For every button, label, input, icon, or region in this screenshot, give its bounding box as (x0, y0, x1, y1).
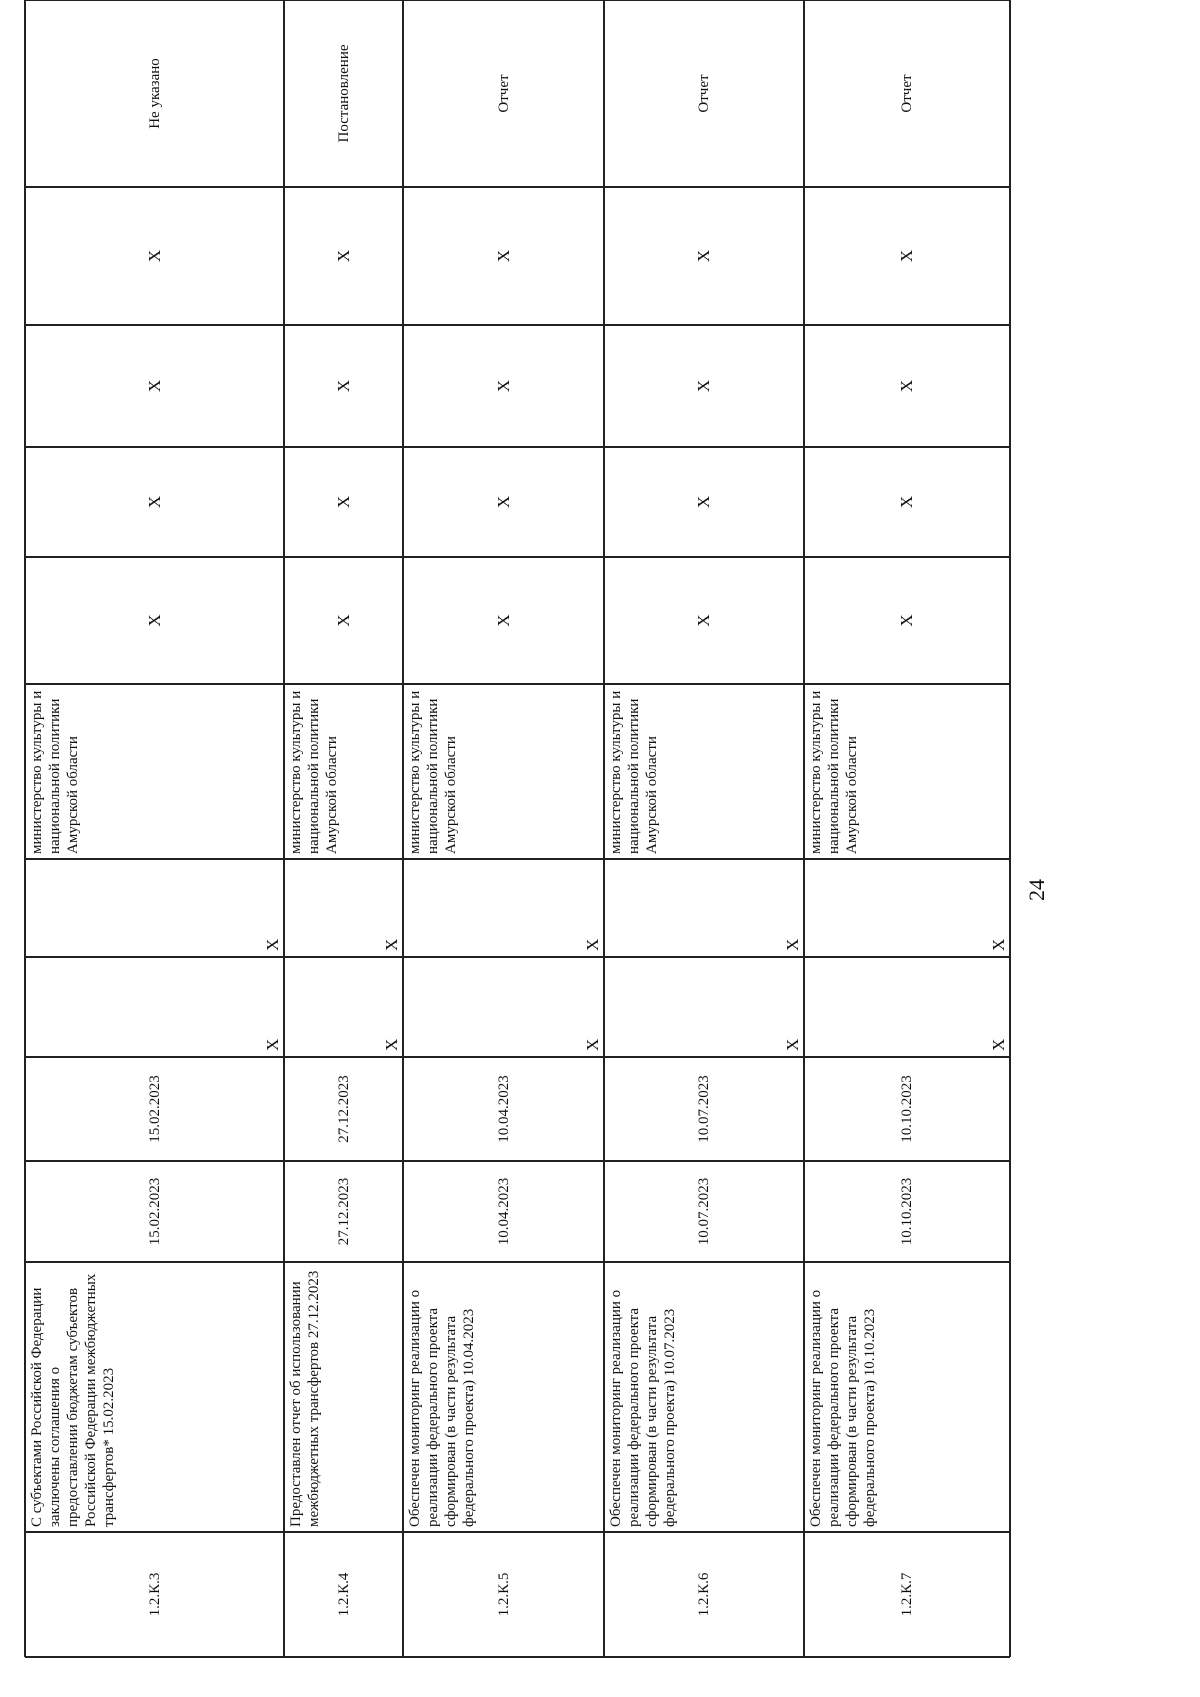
col-x1-cell (284, 957, 403, 1057)
start-date: 10.07.2023 (696, 1177, 712, 1246)
column-divider (25, 186, 1010, 188)
document-type: Отчет (696, 74, 712, 113)
mark-2-cell (804, 447, 1010, 557)
mark-4: Х (144, 249, 164, 263)
col-x2: Х (583, 938, 602, 951)
mark-3: Х (694, 379, 713, 393)
mark-4: Х (493, 249, 513, 263)
mark-4: Х (694, 249, 713, 263)
mark-3: Х (897, 379, 916, 393)
row-divider (803, 0, 805, 1657)
row-id-cell (804, 1532, 1010, 1657)
mark-2: Х (897, 495, 916, 509)
column-divider (25, 1656, 1010, 1658)
end-date: 10.04.2023 (495, 1075, 512, 1143)
responsible-org-cell (25, 684, 284, 859)
col-x2: Х (263, 938, 282, 951)
row-description: Обеспечен мониторинг реализации о реализации федерального проекта сформирован (в части результата федерального проекта) 10.04.2023 (407, 1289, 477, 1527)
end-date: 10.07.2023 (696, 1075, 712, 1143)
document-type-cell (25, 0, 284, 187)
mark-3-cell (403, 325, 604, 447)
document-type: Отчет (899, 74, 915, 113)
mark-4: Х (333, 249, 353, 263)
mark-1: Х (333, 614, 353, 627)
col-x2: Х (783, 938, 802, 951)
mark-1: Х (493, 614, 513, 627)
col-x1-cell (25, 957, 284, 1057)
row-description: Обеспечен мониторинг реализации о реализации федерального проекта сформирован (в части результата федерального проекта) 10.10.2023 (808, 1289, 878, 1527)
mark-4-cell (25, 187, 284, 325)
col-x2-cell (284, 859, 403, 957)
row-id: 1.2.К.6 (696, 1572, 712, 1617)
responsible-org-cell (284, 684, 403, 859)
col-x2-cell (604, 859, 804, 957)
mark-1-cell (25, 557, 284, 684)
column-divider (25, 683, 1010, 685)
col-x1: Х (989, 1038, 1008, 1051)
table-row (604, 0, 804, 1697)
col-x1-cell (804, 957, 1010, 1057)
table-row (25, 0, 284, 1697)
mark-1: Х (694, 614, 713, 627)
start-date: 27.12.2023 (335, 1177, 352, 1246)
table-row (403, 0, 604, 1697)
start-date-cell (25, 1161, 284, 1262)
row-id: 1.2.К.3 (146, 1572, 163, 1617)
row-id-cell (25, 1532, 284, 1657)
responsible-org-cell (804, 684, 1010, 859)
end-date-cell (403, 1057, 604, 1161)
start-date-cell (804, 1161, 1010, 1262)
responsible-org: министерство культуры и национальной политики Амурской области (407, 690, 459, 854)
mark-2-cell (284, 447, 403, 557)
mark-4-cell (804, 187, 1010, 325)
row-divider (402, 0, 404, 1657)
responsible-org: министерство культуры и национальной политики Амурской области (608, 690, 660, 854)
column-divider (25, 446, 1010, 448)
column-divider (25, 0, 1010, 1)
row-description: Обеспечен мониторинг реализации о реализации федерального проекта сформирован (в части результата федерального проекта) 10.07.2023 (608, 1289, 678, 1527)
col-x1-cell (604, 957, 804, 1057)
row-id: 1.2.К.4 (335, 1572, 352, 1617)
mark-4-cell (284, 187, 403, 325)
mark-2: Х (333, 495, 353, 509)
column-divider (25, 1160, 1010, 1162)
mark-1-cell (403, 557, 604, 684)
responsible-org-cell (604, 684, 804, 859)
end-date-cell (25, 1057, 284, 1161)
row-description-cell (25, 1262, 284, 1532)
mark-2: Х (694, 495, 713, 509)
mark-3-cell (804, 325, 1010, 447)
document-type: Отчет (495, 74, 512, 113)
row-description-cell (804, 1262, 1010, 1532)
mark-3: Х (144, 379, 164, 393)
start-date: 15.02.2023 (146, 1177, 163, 1246)
table-row (804, 0, 1010, 1697)
mark-4-cell (403, 187, 604, 325)
start-date-cell (604, 1161, 804, 1262)
document-type: Постановление (335, 44, 352, 143)
mark-1: Х (897, 614, 916, 627)
mark-3-cell (604, 325, 804, 447)
row-divider (603, 0, 605, 1657)
column-divider (25, 858, 1010, 860)
mark-4: Х (897, 249, 916, 263)
row-description: С субъектами Российской Федерации заключены соглашения о предоставлении бюджетам субъектов Российской Федерации межбюджетных трансфертов* 15.02.2023 (29, 1273, 117, 1527)
responsible-org-cell (403, 684, 604, 859)
mark-2-cell (25, 447, 284, 557)
col-x2: Х (989, 938, 1008, 951)
mark-2-cell (604, 447, 804, 557)
mark-1-cell (804, 557, 1010, 684)
end-date: 15.02.2023 (146, 1075, 163, 1143)
document-type: Не указано (146, 58, 163, 129)
end-date-cell (804, 1057, 1010, 1161)
column-divider (25, 1056, 1010, 1058)
responsible-org: министерство культуры и национальной политики Амурской области (288, 690, 340, 854)
mark-2: Х (144, 495, 164, 509)
start-date: 10.04.2023 (495, 1177, 512, 1246)
col-x1: Х (382, 1038, 401, 1051)
end-date: 10.10.2023 (899, 1075, 915, 1143)
mark-1: Х (144, 614, 164, 627)
row-id: 1.2.К.5 (495, 1572, 512, 1617)
row-id-cell (604, 1532, 804, 1657)
column-divider (25, 324, 1010, 326)
start-date: 10.10.2023 (899, 1177, 915, 1246)
col-x1-cell (403, 957, 604, 1057)
responsible-org: министерство культуры и национальной политики Амурской области (808, 690, 860, 854)
table-row (284, 0, 403, 1697)
col-x2-cell (804, 859, 1010, 957)
row-divider (283, 0, 285, 1657)
column-divider (25, 1261, 1010, 1263)
end-date-cell (604, 1057, 804, 1161)
row-description-cell (604, 1262, 804, 1532)
mark-1-cell (604, 557, 804, 684)
mark-3-cell (284, 325, 403, 447)
mark-4-cell (604, 187, 804, 325)
document-type-cell (604, 0, 804, 187)
mark-1-cell (284, 557, 403, 684)
document-type-cell (403, 0, 604, 187)
mark-3-cell (25, 325, 284, 447)
col-x2-cell (403, 859, 604, 957)
col-x2-cell (25, 859, 284, 957)
column-divider (25, 956, 1010, 958)
column-divider (25, 556, 1010, 558)
row-description-cell (403, 1262, 604, 1532)
end-date-cell (284, 1057, 403, 1161)
mark-2: Х (493, 495, 513, 509)
row-id-cell (403, 1532, 604, 1657)
row-id: 1.2.К.7 (899, 1572, 915, 1617)
start-date-cell (403, 1161, 604, 1262)
column-divider (25, 1531, 1010, 1533)
responsible-org: министерство культуры и национальной политики Амурской области (29, 690, 81, 854)
col-x2: Х (382, 938, 401, 951)
document-type-cell (804, 0, 1010, 187)
page-number: 24 (1024, 879, 1049, 901)
start-date-cell (284, 1161, 403, 1262)
mark-3: Х (493, 379, 513, 393)
end-date: 27.12.2023 (335, 1075, 352, 1143)
row-divider (1009, 0, 1011, 1657)
col-x1: Х (263, 1038, 282, 1051)
row-description: Предоставлен отчет об использовании межбюджетных трансфертов 27.12.2023 (288, 1270, 322, 1527)
row-description-cell (284, 1262, 403, 1532)
col-x1: Х (783, 1038, 802, 1051)
row-id-cell (284, 1532, 403, 1657)
mark-3: Х (333, 379, 353, 393)
mark-2-cell (403, 447, 604, 557)
col-x1: Х (583, 1038, 602, 1051)
document-type-cell (284, 0, 403, 187)
row-divider (24, 0, 26, 1657)
